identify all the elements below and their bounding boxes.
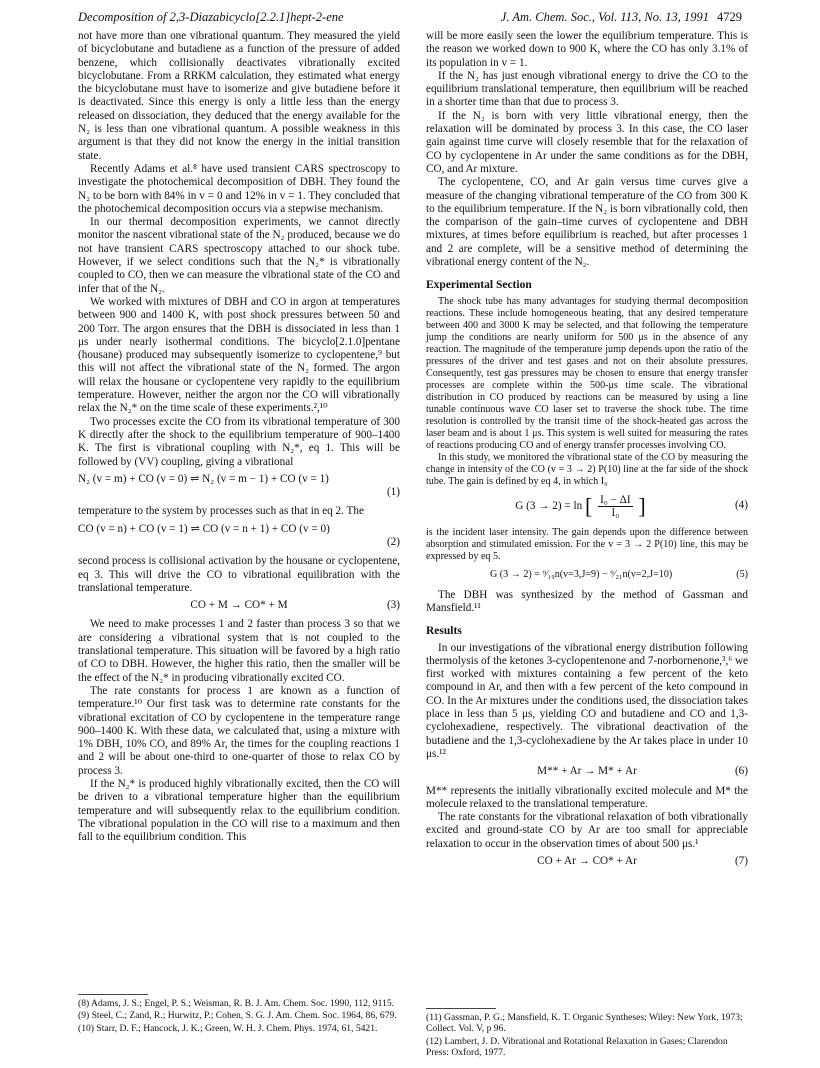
paragraph: If the N₂* is produced highly vibrationally excited, then the CO will be driven to a vibrational temperature higher than the equilibrium temperature and will subsequently relax to the equilibrium condition. The vibrational population in the CO will rise to a maximum and then fall to the equilibrium condition. This [78,778,400,844]
paragraph: temperature to the system by processes such as that in eq 2. The [78,505,364,518]
paragraph: In our thermal decomposition experiments, we cannot directly monitor the nascent vibrational state of the N₂ produced, because we do not have transient CARS spectroscopy attached to our shock tube. However, if we select conditions such that the N₂* is vibrationally coupled to CO, then we can measure the vibrational state of the CO and infer that of the N₂. [78,216,400,295]
equation-1 [78,473,400,500]
paragraph: Two processes excite the CO from its vibrational temperature of 300 K directly after the shock to the equilibrium temperature of 900–1400 K. The first is vibrational coupling with N₂*, eq 1. This will be followed by (VV) coupling, giving a vibrational [78,415,400,468]
equation-3 [78,599,400,612]
equation-4 [426,494,748,519]
right-footnotes [426,1012,748,1060]
equation-number: (2) [386,535,400,548]
equation-number: (7) [734,854,748,867]
paragraph: We worked with mixtures of DBH and CO in argon at temperatures between 900 and 1400 K, with post shock pressures between 50 and 200 Torr. The argon ensures that the DBH is dissociated in less than 1 μs under nearly isothermal conditions. The bicyclo[2.1.0]pentane (housane) produced may subsequently isomerize to cyclopentene,⁹ but this will not affect the vibrational state of the N₂ formed. The argon will relax the housane or cyclopentene very rapidly to the equilibrium temperature. However, neither the argon nor the CO will vibrationally relax the N₂* on the time scale of these experiments.²,¹⁰ [78,295,400,415]
equation-body: CO + Ar → CO* + Ar [537,854,637,867]
left-footnotes [78,998,400,1035]
equation-lhs: G (3 → 2) = ln [515,499,583,512]
footnote: (12) Lambert, J. D. Vibrational and Rotational Relaxation in Gases; Clarendon Press: Oxford, 1977. [426,1035,728,1059]
equation-number: (3) [386,599,400,612]
equation-number: (6) [734,765,748,778]
paragraph: M** represents the initially vibrationally excited molecule and M* the molecule relaxed to the translational temperature. [426,784,748,810]
equation-number: (1) [386,486,400,499]
equation-number: (4) [734,499,748,512]
equation-body: N₂ (v = m) + CO (v = 0) ⇌ N₂ (v = m − 1) + CO (v = 1) [78,472,329,485]
right-column [426,30,748,874]
footnote: (10) Starr, D. F.; Hancock, J. K.; Green, W. H. J. Chem. Phys. 1974, 61, 5421. [78,1022,378,1034]
journal-name: J. Am. Chem. Soc., Vol. 113, No. 13, 1991 [500,10,709,24]
section-heading-results: Results [426,625,462,638]
footnote: (8) Adams, J. S.; Engel, P. S.; Weisman, R. B. J. Am. Chem. Soc. 1990, 112, 9115. [78,998,395,1009]
footnote: (11) Gassman, P. G.; Mansfield, K. T. Organic Syntheses; Wiley: New York, 1973; Collect. Vol. V, p 96. [426,1012,743,1035]
paragraph: The rate constants for the vibrational relaxation of both vibrationally excited and ground-state CO by Ar are too small for appreciable relaxation to occur in the observation times of about 500 μs.¹ [426,811,748,850]
section-heading-experimental: Experimental Section [426,279,532,292]
fraction [598,494,632,519]
footnote-divider [426,1008,496,1009]
equation-7 [426,855,748,868]
fraction-numerator: I₀ − ΔI [600,493,631,506]
paragraph: The cyclopentene, CO, and Ar gain versus time curves give a measure of the changing vibrational temperature of the CO from 300 K to the equilibrium temperature. If the N₂ is born vibrationally cold, then the comparison of the gain–time curves of cyclopentene and DBH mixtures, at times before equilibrium is reached, but after processes 1 and 2 are complete, will be a sensitive method of determining the vibrational energy content of the N₂. [426,176,748,269]
paragraph: The rate constants for process 1 are known as a function of temperature.¹⁰ Our first task was to determine rate constants for the vibrational excitation of CO by cyclopentene in the temperature range 900–1400 K. With these data, we calculated that, using a mixture with 1% DBH, 10% CO, and 89% Ar, the times for the coupling reactions 1 and 2 will be about one-third to one-quarter of those to relax CO by process 3. [78,684,400,777]
equation-body: CO + M → CO* + M [190,599,288,612]
left-column [78,30,400,845]
right-bracket: ] [638,493,646,519]
paragraph: second process is collisional activation by the housane or cyclopentene, eq 3. This will drive the CO to vibrational equilibration with the translational temperature. [78,555,400,594]
equation-body [426,494,735,519]
equation-body: CO (v = n) + CO (v = 1) ⇌ CO (v = n + 1) + CO (v = 0) [78,522,330,535]
equation-6 [426,765,748,778]
paragraph: In our investigations of the vibrational energy distribution following thermolysis of the ketones 3-cyclopentenone and 7-norbornenone,³,⁶ we first worked with mixtures containing a few percent of the keto compound in Ar, and then with a few percent of the keto compound in CO. In the Ar mixtures under the conditions used, the dissociation takes place in less than 5 μs, yielding CO and butadiene and CO and 1,3-cyclohexadiene, respectively. The vibrational deactivation of the butadiene and the 1,3-cyclohexadiene by the Ar takes place in under 10 μs.¹² [426,641,748,760]
paragraph: The shock tube has many advantages for studying thermal decomposition reactions. These include homogeneous heating, that any desired temperature between 400 and 3000 K may be selected, and that following the temperature jump the conditions are nearly uniform for 500 μs in the absence of any reaction. The magnitude of the temperature jump depends upon the ratio of the pressures of the driver and test gases and not on their absolute pressures. Consequently, test gas pressures may be chosen to ensure that energy transfer processes are complete within the 500-μs time scale. The vibrational distribution in CO produced by reactions can be measured by using a line tunable continuous wave CO laser set to traverse the shock tube. The time resolution is controlled by the transit time of the shock-heated gas across the laser beam and is about 1 μs. This system is well suited for measuring the rates of reactions producing CO and of energy transfer processes involving CO. [426,295,748,451]
paragraph: If the N₂ has just enough vibrational energy to drive the CO to the equilibrium translational temperature, then equilibrium will be reached in a shorter time than that due to process 3. [426,69,748,109]
paragraph: In this study, we monitored the vibrational state of the CO by measuring the change in intensity of the CO (v = 3 → 2) P(10) line at the far side of the shock tube. The gain is defined by eq 4, in which I₀ [426,451,748,487]
equation-2 [78,523,400,550]
paragraph: The DBH was synthesized by the method of Gassman and Mansfield.¹¹ [426,588,748,614]
equation-body: G (3 → 2) = ⁹⁄₁₉n(v=3,J=9) − ⁹⁄₂₁n(v=2,J=10) [489,568,673,580]
left-bracket: [ [584,493,593,519]
paragraph: not have more than one vibrational quantum. They measured the yield of bicyclobutane and butadiene as a function of the pressure of added benzene, which collisionally deactivates vibrationally excited bicyclobutane. From a RRKM calculation, they estimated what energy the bicyclobutane must have to isomerize and give butadiene before it is deactivated. Since this energy is only a little less than the energy released on dissociation, they deduced that the energy available for the N₂ is less than one vibrational quantum. A possible weakness in this argument is that they did not know the energy in the initial transition state. [78,30,400,162]
article-short-title: Decomposition of 2,3-Diazabicyclo[2.2.1]hept-2-ene [78,10,344,24]
equation-5 [426,569,748,581]
paragraph: is the incident laser intensity. The gain depends upon the difference between absorption and stimulated emission. For the v = 3 → 2 P(10) line, this may be expressed by eq 5. [426,526,748,562]
fraction-denominator: I₀ [611,506,620,519]
journal-citation [501,10,742,25]
equation-body: M** + Ar → M* + Ar [537,765,637,778]
running-head [78,10,742,28]
paragraph: If the N₂ is born with very little vibrational energy, then the relaxation will be dominated by process 3. In this case, the CO laser gain against time curve will closely resemble that for the relaxation of CO by cyclopentene in Ar under the same conditions as for the DBH, CO, and Ar mixture. [426,109,748,175]
footnote: (9) Steel, C.; Zand, R.; Hurwitz, P.; Cohen, S. G. J. Am. Chem. Soc. 1964, 86, 679. [78,1010,397,1022]
paragraph: will be more easily seen the lower the equilibrium temperature. This is the reason we worked down to 900 K, where the CO has only 3.1% of its population in v = 1. [426,30,748,69]
paragraph: Recently Adams et al.⁸ have used transient CARS spectroscopy to investigate the photochemical decomposition of DBH. They found the N₂ to be born with 84% in v = 0 and 12% in v = 1. They concluded that the photochemical decomposition occurs via a stepwise mechanism. [78,162,400,215]
page-number: 4729 [717,10,742,24]
footnote-divider [78,994,148,995]
equation-number: (5) [736,568,748,580]
paragraph: We need to make processes 1 and 2 faster than process 3 so that we are considering a vibrational system that is not coupled to the translational temperature. This situation will be favored by a high ratio of CO to DBH. However, the higher this ratio, then the smaller will be the effect of the N₂* in producing vibrationally excited CO. [78,618,400,684]
